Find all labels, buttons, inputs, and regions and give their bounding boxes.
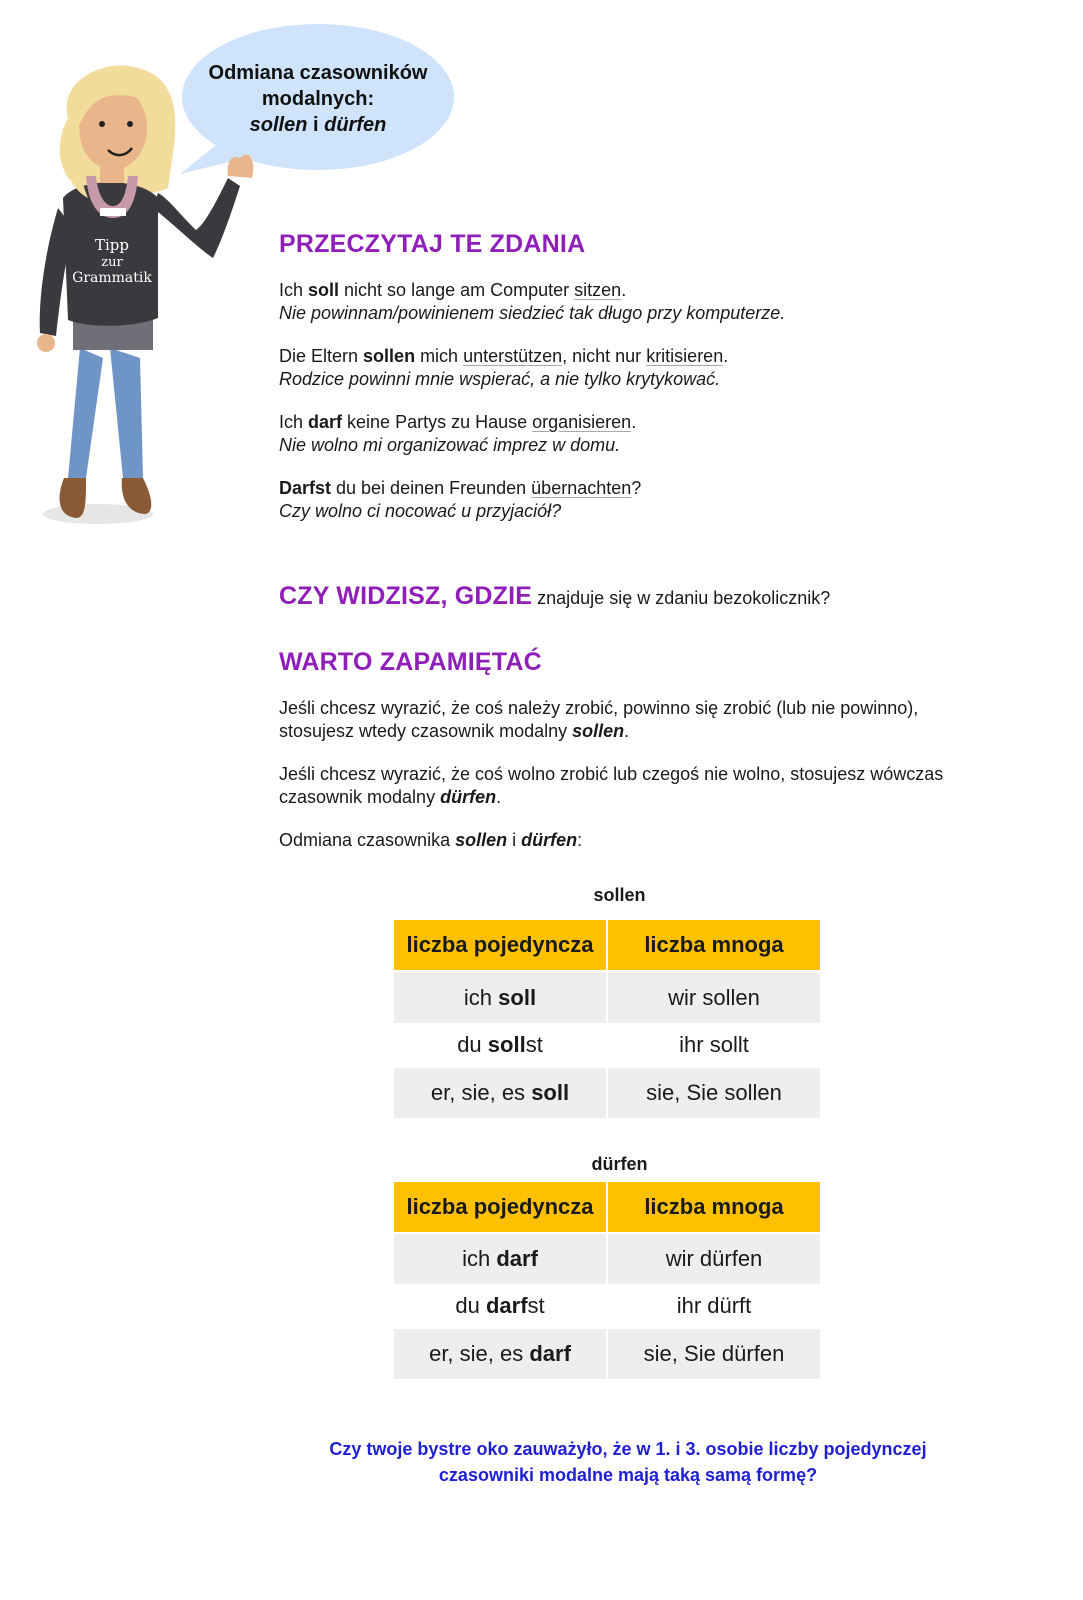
table-cell-singular (394, 1281, 606, 1331)
question-text: znajduje się w zdaniu bezokolicznik? (532, 588, 831, 608)
rule-text: Jeśli chcesz wyrazić, że coś wolno zrobić lub czegoś nie wolno, stosujesz wówczas (279, 764, 944, 784)
verb-sollen: sollen (455, 830, 508, 850)
translation-2 (279, 368, 728, 391)
heading-read-sentences: PRZECZYTAJ TE ZDANIA (279, 230, 586, 258)
table-cell-plural: sie, Sie sollen (608, 1068, 820, 1118)
verb-stem: darf (496, 1246, 538, 1271)
table-cell-singular (394, 1068, 606, 1118)
bubble-verb-duerfen: dürfen (324, 114, 387, 136)
table-header-plural: liczba mnoga (608, 1182, 820, 1232)
infinitive: organisieren (532, 412, 632, 432)
girl-illustration (28, 58, 268, 538)
translation-text: Czy wolno ci nocować u przyjaciół? (279, 501, 562, 521)
text-fragment: keine Partys zu Hause (342, 412, 533, 432)
rule-text-line-2 (279, 786, 1039, 809)
german-sentence-3 (279, 411, 636, 434)
heading-remember: WARTO ZAPAMIĘTAĆ (279, 648, 542, 676)
text-fragment: . (621, 280, 627, 300)
translation-3 (279, 434, 636, 457)
text-fragment: mich (415, 346, 464, 366)
infinitive: übernachten (531, 478, 632, 498)
verb-stem: darf (529, 1341, 571, 1366)
verb-stem: soll (531, 1080, 570, 1105)
translation-text: Nie wolno mi organizować imprez w domu. (279, 435, 621, 455)
verb-ending: st (525, 1032, 543, 1057)
modal-verb: Darfst (279, 478, 332, 498)
text-fragment: . (496, 787, 502, 807)
verb-ending: st (527, 1293, 545, 1318)
sentence-block-3 (279, 411, 636, 457)
rule-sollen (279, 697, 1039, 743)
bottom-question-line-1: Czy twoje bystre oko zauważyło, że w 1. i 3. osobie liczby pojedynczej (329, 1439, 927, 1459)
table-cell-singular (394, 1329, 606, 1379)
verb-duerfen: dürfen (521, 830, 578, 850)
shirt-text-line-1: Tipp (94, 236, 130, 254)
bottom-question (288, 1436, 968, 1488)
infinitive: kritisieren (646, 346, 724, 366)
bubble-verb-sollen: sollen (249, 114, 308, 136)
table-header-plural: liczba mnoga (608, 920, 820, 970)
question-heading: CZY WIDZISZ, GDZIE (279, 582, 533, 610)
rule-text-line-2 (279, 720, 1039, 743)
verb-duerfen: dürfen (440, 787, 497, 807)
text-fragment: ? (631, 478, 642, 498)
table-title-duerfen: dürfen (591, 1154, 648, 1174)
conjugation-intro (279, 829, 582, 852)
table-header-singular: liczba pojedyncza (394, 920, 606, 970)
table-cell-singular (394, 973, 606, 1023)
rule-text: Jeśli chcesz wyrazić, że coś należy zrobić, powinno się zrobić (lub nie powinno), (279, 698, 919, 718)
pronoun: ich (463, 985, 499, 1010)
modal-verb: soll (308, 280, 340, 300)
text-fragment: . (631, 412, 637, 432)
pronoun: er, sie, es (429, 1341, 530, 1366)
bottom-question-line-2: czasowniki modalne mają taką samą formę? (438, 1465, 818, 1485)
modal-verb: sollen (363, 346, 416, 366)
question-where-infinitive (279, 582, 830, 611)
text-fragment: Ich (279, 412, 309, 432)
table-cell-plural: wir dürfen (608, 1234, 820, 1284)
text-fragment: , nicht nur (562, 346, 647, 366)
german-sentence-4 (279, 477, 641, 500)
table-cell-plural: wir sollen (608, 973, 820, 1023)
text-fragment: i (507, 830, 522, 850)
verb-sollen: sollen (572, 721, 625, 741)
text-fragment: : (577, 830, 583, 850)
text-fragment: . (723, 346, 729, 366)
verb-stem: darf (485, 1293, 528, 1318)
modal-verb: darf (308, 412, 343, 432)
sentence-block-4 (279, 477, 641, 523)
text-fragment: . (624, 721, 630, 741)
table-cell-plural: ihr sollt (679, 1032, 749, 1057)
table-cell-plural: sie, Sie dürfen (608, 1329, 820, 1379)
bubble-line-1: Odmiana czasowników (208, 62, 428, 84)
text-fragment: Ich (279, 280, 309, 300)
text-fragment: du bei deinen Freunden (331, 478, 532, 498)
text-fragment: nicht so lange am Computer (339, 280, 575, 300)
table-title-sollen: sollen (593, 885, 646, 905)
translation-text: Rodzice powinni mnie wspierać, a nie tylko krytykować. (279, 369, 721, 389)
translation-4 (279, 500, 641, 523)
pronoun: er, sie, es (430, 1080, 532, 1105)
bubble-line-2: modalnych: (261, 88, 375, 110)
german-sentence-2 (279, 345, 728, 368)
table-cell-plural: ihr dürft (676, 1293, 752, 1318)
pronoun: du (457, 1032, 488, 1057)
text-fragment: czasownik modalny (279, 787, 441, 807)
infinitive: sitzen (574, 280, 622, 300)
shirt-text-line-2: zur (101, 255, 123, 270)
rule-duerfen (279, 763, 1039, 809)
table-cell-singular (394, 1234, 606, 1284)
translation-1 (279, 302, 785, 325)
infinitive: unterstützen (463, 346, 563, 366)
shirt-text-line-3: Grammatik (72, 270, 152, 286)
pronoun: ich (462, 1246, 497, 1271)
text-fragment: Die Eltern (279, 346, 364, 366)
verb-stem: soll (487, 1032, 526, 1057)
verb-stem: soll (498, 985, 537, 1010)
text-fragment: Odmiana czasownika (279, 830, 456, 850)
bubble-conjunction: i (307, 114, 325, 136)
text-fragment: stosujesz wtedy czasownik modalny (279, 721, 573, 741)
table-cell-singular (394, 1020, 606, 1070)
translation-text: Nie powinnam/powinienem siedzieć tak długo przy komputerze. (279, 303, 786, 323)
table-header-singular: liczba pojedyncza (394, 1182, 606, 1232)
german-sentence-1 (279, 279, 785, 302)
pronoun: du (455, 1293, 486, 1318)
sentence-block-1 (279, 279, 785, 325)
sentence-block-2 (279, 345, 728, 391)
